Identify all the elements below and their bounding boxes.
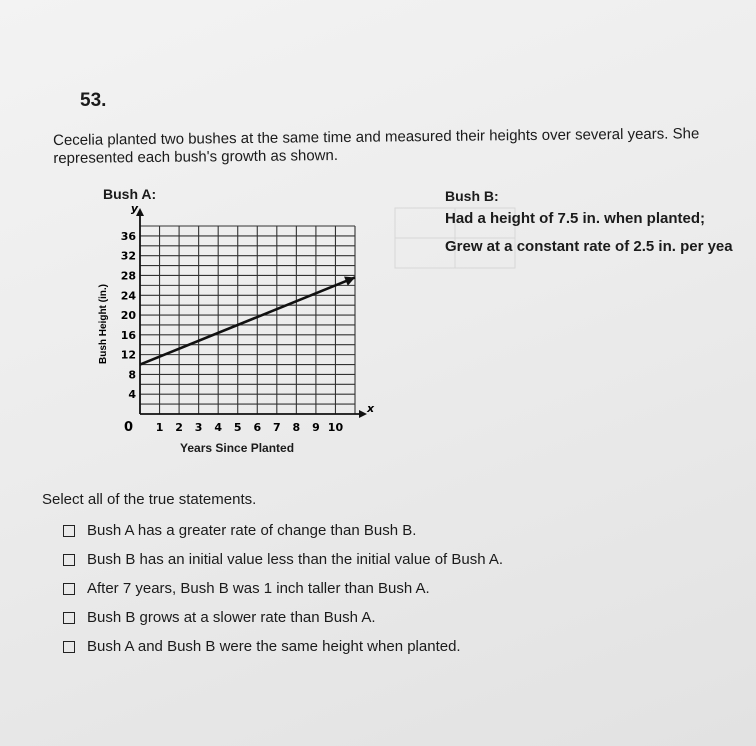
checkbox[interactable] [63,554,75,566]
y-tick-label: 28 [120,269,136,283]
x-tick-label: 5 [233,421,242,434]
chart-axes [136,208,367,418]
x-tick-label: 1 [155,421,164,434]
y-tick-label: 32 [120,249,136,263]
option-label: Bush B grows at a slower rate than Bush A. [87,609,376,626]
y-tick-label: 4 [128,388,136,402]
x-axis-arrow [359,410,367,418]
question-prompt: Cecelia planted two bushes at the same time and measured their heights over several years. She represented each bush's growth as shown. [53,125,700,167]
option-label: After 7 years, Bush B was 1 inch taller than Bush A. [87,580,430,597]
option-3[interactable] [63,574,503,603]
x-axis-letter: x [367,402,375,415]
checkbox[interactable] [63,612,75,624]
y-tick-label: 16 [120,328,136,342]
y-axis-label: Bush Height (in.) [98,284,109,364]
x-axis-label: Years Since Planted [180,441,295,455]
y-tick-label: 36 [120,229,136,243]
bush-a-line [140,277,355,364]
x-tick-label: 8 [292,421,301,434]
option-2[interactable] [63,545,503,574]
x-tick-label: 2 [175,421,183,434]
checkbox[interactable] [63,583,75,595]
option-label: Bush A has a greater rate of change than Bush B. [87,522,417,539]
x-tick-label: 3 [194,421,203,434]
option-4[interactable] [63,603,503,632]
option-label: Bush A and Bush B were the same height when planted. [87,638,461,655]
bush-b-initial-height: Had a height of 7.5 in. when planted; [445,210,706,227]
chart-series [140,277,355,365]
bush-b-title: Bush B: [445,188,499,204]
option-1[interactable] [63,516,503,545]
answer-options [63,516,503,661]
x-tick-label: 6 [253,421,262,434]
checkbox[interactable] [63,525,75,537]
question-number: 53. [80,90,107,111]
x-tick-label: 7 [272,421,281,434]
y-axis-letter: y [130,202,138,215]
bush-a-title: Bush A: [103,186,157,202]
x-tick-label: 10 [327,421,344,434]
checkbox[interactable] [63,641,75,653]
x-tick-label: 4 [214,421,223,434]
y-tick-label: 20 [120,309,136,323]
y-tick-label: 8 [128,368,136,382]
option-label: Bush B has an initial value less than the initial value of Bush A. [87,551,504,568]
origin-label: 0 [124,420,134,435]
bush-b-growth-rate: Grew at a constant rate of 2.5 in. per yea [445,238,733,255]
y-tick-label: 12 [120,348,136,362]
option-5[interactable] [63,632,503,661]
x-tick-label: 9 [312,421,320,434]
y-tick-label: 24 [120,289,136,303]
instruction-text: Select all of the true statements. [42,491,257,508]
x-tick-labels [156,421,344,434]
bush-a-graph [90,200,380,440]
y-tick-labels [121,230,137,401]
